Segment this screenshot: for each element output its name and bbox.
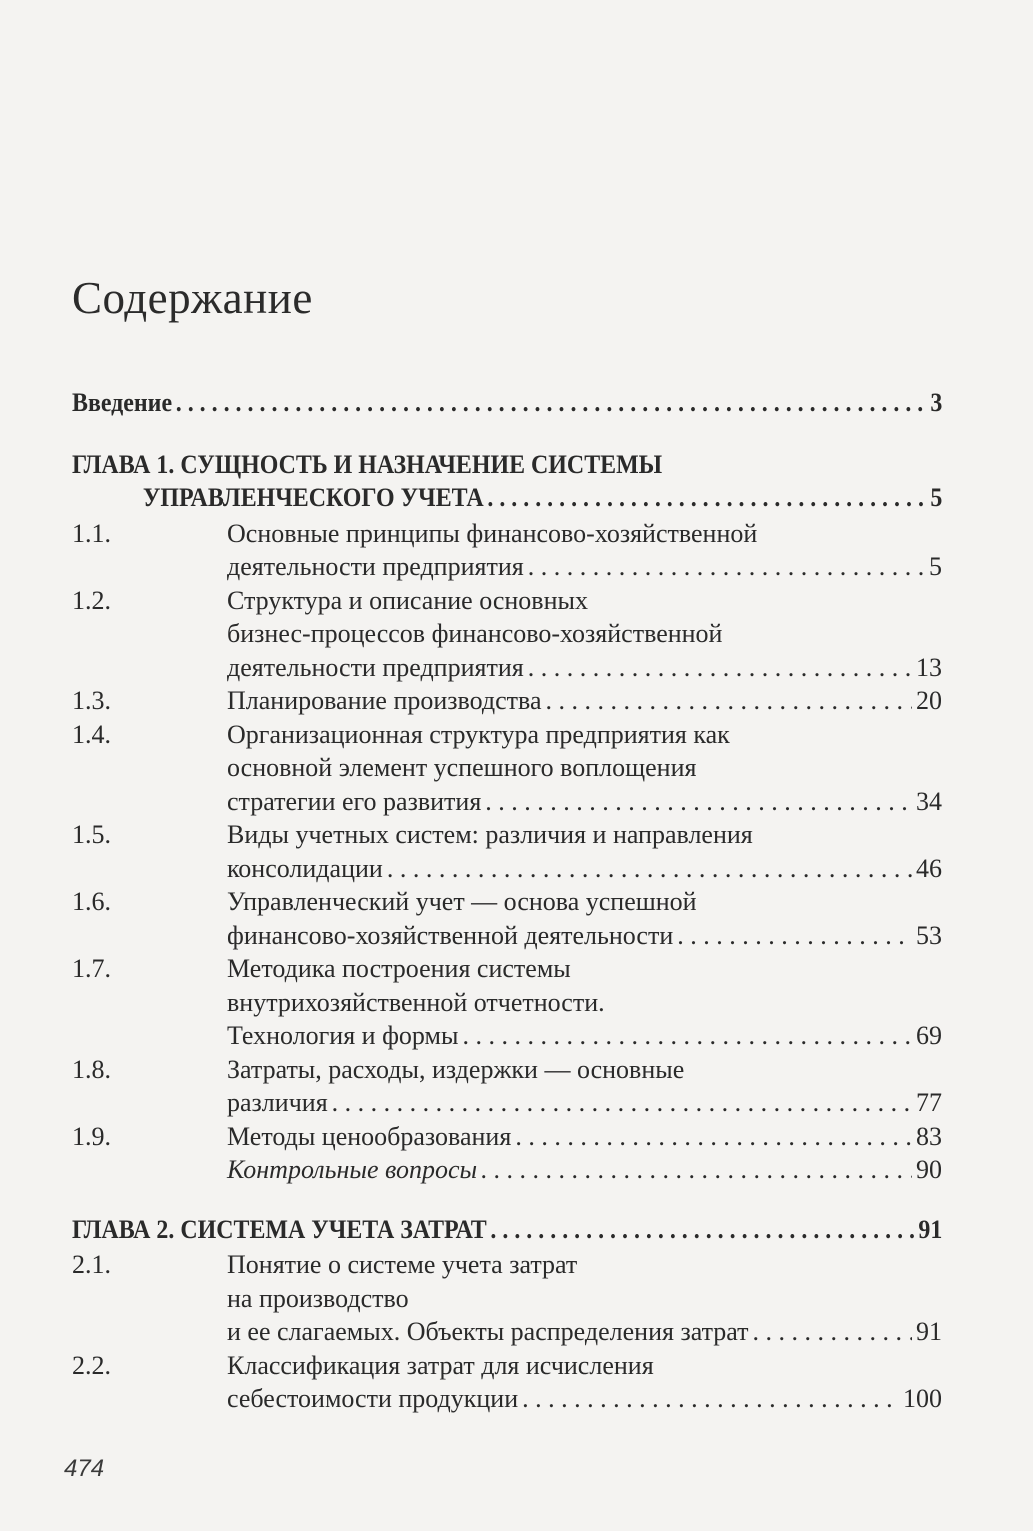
section-number: 1.5. xyxy=(72,820,111,849)
dot-leader xyxy=(462,1019,912,1053)
section-title-line: Методика построения системы xyxy=(227,954,571,983)
toc-section-entry xyxy=(72,818,942,885)
section-title-line: Классификация затрат для исчисления xyxy=(227,1350,654,1380)
section-title-line: стратегии его развития xyxy=(227,786,482,816)
page-title: Содержание xyxy=(72,273,313,323)
toc-page-number: 46 xyxy=(916,853,942,883)
dot-leader xyxy=(677,919,912,953)
toc-chapter-2 xyxy=(72,1213,942,1247)
toc-page-number: 53 xyxy=(916,920,942,950)
toc-section-entry xyxy=(72,1053,942,1120)
section-title-line: внутрихозяйственной отчетности. xyxy=(227,987,605,1017)
section-title-line: Контрольные вопросы xyxy=(227,1155,478,1184)
section-number: 1.6. xyxy=(72,887,111,916)
toc-chapter-1 xyxy=(72,448,942,515)
toc-section-entry xyxy=(72,684,942,718)
dot-leader xyxy=(487,481,926,515)
toc-section-entry xyxy=(72,1153,942,1187)
toc-page-number: 90 xyxy=(916,1155,942,1184)
section-title-line: Методы ценообразования xyxy=(227,1121,512,1151)
dot-leader xyxy=(176,386,927,420)
page-number: 474 xyxy=(64,1455,105,1482)
section-title-line: финансово-хозяйственной деятельности xyxy=(227,920,674,950)
toc-section-entry xyxy=(72,1349,942,1416)
chapter-1-sections xyxy=(72,517,942,1187)
toc-entry-intro xyxy=(72,386,942,420)
section-title-line: Виды учетных систем: различия и направления xyxy=(227,820,753,849)
dot-leader xyxy=(332,1086,912,1120)
section-number: 1.3. xyxy=(72,686,111,715)
section-number: 1.7. xyxy=(72,954,111,983)
toc-page-number: 13 xyxy=(916,652,942,682)
toc-section-entry xyxy=(72,885,942,952)
chapter-title-line: ГЛАВА 1. СУЩНОСТЬ И НАЗНАЧЕНИЕ СИСТЕМЫ xyxy=(72,449,663,479)
toc-page-number: 3 xyxy=(930,388,943,417)
section-title-line: различия xyxy=(227,1088,328,1117)
section-title-line: Управленческий учет — основа успешной xyxy=(227,887,697,916)
section-title-line: себестоимости продукции xyxy=(227,1384,519,1413)
toc-section-entry xyxy=(72,584,942,685)
toc-page-number: 69 xyxy=(916,1021,942,1050)
section-number: 1.4. xyxy=(72,719,111,749)
section-title-line: Затраты, расходы, издержки — основные xyxy=(227,1054,685,1084)
toc-page-number: 77 xyxy=(916,1088,942,1117)
section-title-line: на производство xyxy=(227,1283,409,1313)
section-title-line: деятельности предприятия xyxy=(227,652,524,682)
toc-section-entry xyxy=(72,718,942,819)
section-title-line: Организационная структура предприятия как xyxy=(227,719,730,749)
toc-page-number: 5 xyxy=(929,552,942,581)
section-title-line: и ее слагаемых. Объекты распределения затрат xyxy=(227,1317,749,1346)
toc-section-entry xyxy=(72,1248,942,1349)
dot-leader xyxy=(387,852,912,886)
toc-page-number: 83 xyxy=(916,1121,942,1151)
dot-leader xyxy=(753,1315,913,1349)
section-number: 1.9. xyxy=(72,1121,111,1151)
toc-page-number: 91 xyxy=(916,1317,942,1346)
section-title-line: деятельности предприятия xyxy=(227,552,524,581)
chapter-2-sections xyxy=(72,1248,942,1416)
section-title-line: Планирование производства xyxy=(227,686,542,715)
section-title-line: бизнес-процессов финансово-хозяйственной xyxy=(227,619,723,648)
toc-page-number: 5 xyxy=(930,483,943,512)
dot-leader xyxy=(546,684,912,718)
toc-page-number: 20 xyxy=(916,686,942,715)
dot-leader xyxy=(490,1213,914,1247)
section-number: 2.2. xyxy=(72,1350,111,1380)
chapter-title-line: УПРАВЛЕНЧЕСКОГО УЧЕТА xyxy=(142,483,484,512)
toc-section-entry xyxy=(72,517,942,584)
table-of-contents xyxy=(72,386,942,1416)
toc-section-entry xyxy=(72,952,942,1053)
dot-leader xyxy=(515,1120,912,1154)
section-title-line: Технология и формы xyxy=(227,1021,459,1050)
chapter-title-line: ГЛАВА 2. СИСТЕМА УЧЕТА ЗАТРАТ xyxy=(72,1214,487,1244)
section-number: 1.1. xyxy=(72,518,111,548)
section-title-line: основной элемент успешного воплощения xyxy=(227,753,697,782)
dot-leader xyxy=(485,785,912,819)
section-title-line: Понятие о системе учета затрат xyxy=(227,1250,578,1279)
section-title-line: Основные принципы финансово-хозяйственной xyxy=(227,518,758,548)
section-number: 2.1. xyxy=(72,1250,111,1279)
toc-entry-title: Введение xyxy=(72,388,173,417)
section-number: 1.2. xyxy=(72,585,111,615)
toc-page-number: 100 xyxy=(903,1384,942,1413)
dot-leader xyxy=(481,1153,912,1187)
toc-page-number: 34 xyxy=(916,786,942,816)
section-title-line: Структура и описание основных xyxy=(227,585,588,615)
toc-section-entry xyxy=(72,1120,942,1154)
dot-leader xyxy=(528,651,912,685)
dot-leader xyxy=(522,1382,899,1416)
section-title-line: консолидации xyxy=(227,853,383,883)
toc-page-number: 91 xyxy=(918,1214,943,1244)
section-number: 1.8. xyxy=(72,1054,111,1084)
dot-leader xyxy=(528,550,925,584)
